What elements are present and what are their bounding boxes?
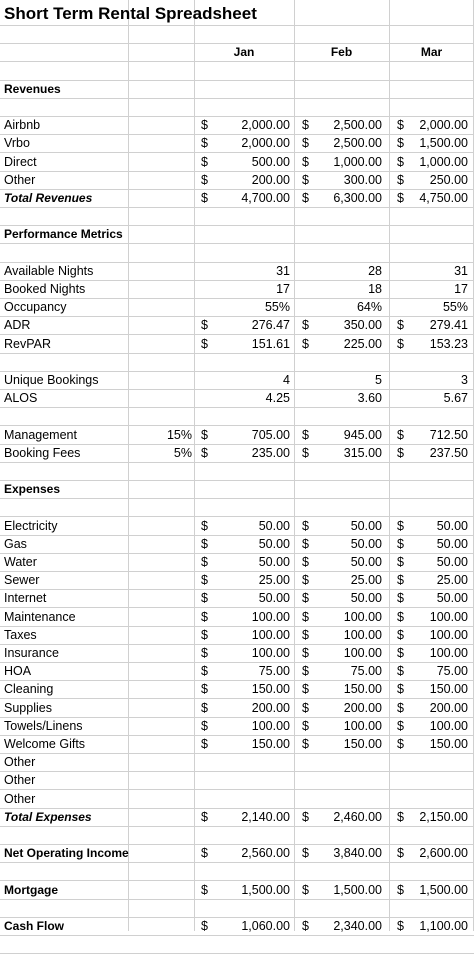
currency-symbol-feb: $ (302, 118, 309, 133)
value-cell-feb (314, 771, 382, 789)
table-row (0, 389, 474, 407)
currency-symbol-feb: $ (302, 609, 309, 624)
row-label: Mortgage (4, 882, 58, 897)
value-cell-feb: 3,840.00 (333, 846, 382, 861)
currency-symbol-jan (201, 280, 215, 298)
value-cell-mar: 279.41 (429, 318, 468, 333)
currency-symbol-mar: $ (397, 609, 404, 624)
fee-percent: 15% (166, 427, 192, 442)
row-label: Booking Fees (4, 445, 81, 460)
currency-symbol-mar: $ (397, 809, 404, 824)
fee-percent: 5% (173, 445, 192, 460)
currency-symbol-jan: $ (201, 591, 208, 606)
currency-symbol-feb: $ (302, 336, 309, 351)
table-row (0, 298, 474, 316)
value-cell-mar: 2,000.00 (419, 118, 468, 133)
value-cell-feb: 75.00 (350, 664, 382, 679)
currency-symbol-feb: $ (302, 882, 309, 897)
value-cell-jan: 200.00 (251, 700, 290, 715)
value-cell-jan: 1,500.00 (241, 882, 290, 897)
currency-symbol-feb: $ (302, 154, 309, 169)
currency-symbol-jan: $ (201, 718, 208, 733)
currency-symbol-jan: $ (201, 664, 208, 679)
value-cell-feb: 350.00 (343, 318, 382, 333)
currency-symbol-mar: $ (397, 518, 404, 533)
value-cell-jan: 150.00 (251, 737, 290, 751)
row-label: HOA (4, 664, 32, 679)
value-cell-mar: 4,750.00 (419, 191, 468, 205)
currency-symbol-feb: $ (302, 627, 309, 642)
currency-symbol-jan: $ (201, 118, 208, 133)
row-label: Vrbo (4, 136, 30, 151)
table-row (0, 444, 474, 462)
value-cell-feb: 100.00 (343, 609, 382, 624)
table-row (0, 771, 474, 789)
value-cell-mar: 5.67 (443, 391, 468, 406)
value-cell-feb: 3.60 (357, 391, 382, 406)
value-cell-feb: 6,300.00 (333, 191, 382, 205)
value-cell-mar: 250.00 (429, 172, 468, 187)
table-row (0, 371, 474, 389)
value-cell-feb: 50.00 (350, 536, 382, 551)
value-cell-mar: 200.00 (429, 700, 468, 715)
value-cell-feb: 315.00 (343, 445, 382, 460)
currency-symbol-feb: $ (302, 591, 309, 606)
currency-symbol-mar: $ (397, 191, 404, 205)
value-cell-feb: 25.00 (350, 573, 382, 588)
currency-symbol-mar: $ (397, 536, 404, 551)
value-cell-jan: 705.00 (251, 427, 290, 442)
row-label: Cleaning (4, 682, 54, 697)
currency-symbol-jan (201, 389, 215, 407)
currency-symbol-mar: $ (397, 627, 404, 642)
value-cell-mar: 153.23 (429, 336, 468, 351)
row-label: ALOS (4, 391, 38, 406)
row-label: Water (4, 555, 37, 569)
value-cell-mar: 1,500.00 (419, 136, 468, 151)
value-cell-jan: 25.00 (258, 573, 290, 588)
value-cell-mar (405, 753, 468, 771)
table-row (0, 262, 474, 280)
currency-symbol-feb: $ (302, 664, 309, 679)
row-label: Cash Flow (4, 919, 65, 933)
currency-symbol-jan: $ (201, 700, 208, 715)
currency-symbol-jan: $ (201, 318, 208, 333)
currency-symbol-jan: $ (201, 846, 208, 861)
table-row (0, 280, 474, 298)
currency-symbol-mar: $ (397, 919, 404, 933)
value-cell-jan: 100.00 (251, 646, 290, 660)
value-cell-feb: 225.00 (343, 336, 382, 351)
row-label: Gas (4, 536, 27, 551)
value-cell-jan (214, 790, 290, 808)
row-gridline (0, 61, 474, 62)
value-cell-jan: 2,560.00 (241, 846, 290, 861)
currency-symbol-jan: $ (201, 154, 208, 169)
value-cell-jan: 151.61 (251, 336, 290, 351)
currency-symbol-feb: $ (302, 700, 309, 715)
value-cell-jan: 2,000.00 (241, 136, 290, 151)
table-row (0, 644, 474, 662)
currency-symbol-mar: $ (397, 646, 404, 660)
currency-symbol-jan: $ (201, 737, 208, 751)
value-cell-feb: 100.00 (343, 718, 382, 733)
currency-symbol-jan: $ (201, 919, 208, 933)
currency-symbol-feb: $ (302, 427, 309, 442)
row-label: Available Nights (4, 263, 94, 278)
row-label: Towels/Linens (4, 718, 83, 733)
value-cell-mar (405, 771, 468, 789)
currency-symbol-mar: $ (397, 664, 404, 679)
value-cell-feb: 1,000.00 (333, 154, 382, 169)
value-cell-jan: 100.00 (251, 627, 290, 642)
currency-symbol-jan (201, 371, 215, 389)
row-label: Airbnb (4, 118, 41, 133)
table-row (0, 571, 474, 589)
currency-symbol-jan (201, 771, 215, 789)
value-cell-mar: 100.00 (429, 646, 468, 660)
currency-symbol-feb: $ (302, 191, 309, 205)
value-cell-mar: 1,000.00 (419, 154, 468, 169)
value-cell-jan: 150.00 (251, 682, 290, 697)
value-cell-feb: 50.00 (350, 555, 382, 569)
table-row (0, 735, 474, 753)
value-cell-mar: 50.00 (436, 518, 468, 533)
value-cell-mar: 712.50 (429, 427, 468, 442)
value-cell-feb: 100.00 (343, 627, 382, 642)
row-label: Other (4, 755, 36, 770)
currency-symbol-jan: $ (201, 809, 208, 824)
currency-symbol-jan: $ (201, 445, 208, 460)
currency-symbol-mar: $ (397, 136, 404, 151)
value-cell-mar: 1,100.00 (419, 919, 468, 933)
row-label: Occupancy (4, 300, 67, 315)
row-label: Other (4, 791, 36, 806)
table-row (0, 881, 474, 899)
value-cell-feb: 1,500.00 (333, 882, 382, 897)
value-cell-mar: 100.00 (429, 627, 468, 642)
table-row (0, 790, 474, 808)
value-cell-jan: 50.00 (258, 518, 290, 533)
currency-symbol-jan: $ (201, 682, 208, 697)
value-cell-jan: 2,000.00 (241, 118, 290, 133)
row-label: Net Operating Income (4, 846, 129, 861)
currency-symbol-jan: $ (201, 518, 208, 533)
currency-symbol-feb: $ (302, 555, 309, 569)
row-label: Internet (4, 591, 47, 606)
currency-symbol-jan (201, 753, 215, 771)
table-row (0, 608, 474, 626)
value-cell-mar: 75.00 (436, 664, 468, 679)
table-row (0, 116, 474, 134)
currency-symbol-jan: $ (201, 336, 208, 351)
currency-symbol-feb: $ (302, 136, 309, 151)
currency-symbol-jan: $ (201, 882, 208, 897)
currency-symbol-jan: $ (201, 627, 208, 642)
table-row (0, 662, 474, 680)
value-cell-jan: 200.00 (251, 172, 290, 187)
value-cell-mar: 150.00 (429, 682, 468, 697)
value-cell-jan: 50.00 (258, 591, 290, 606)
currency-symbol-mar: $ (397, 118, 404, 133)
currency-symbol-mar: $ (397, 846, 404, 861)
value-cell-feb: 50.00 (350, 591, 382, 606)
column-header-jan: Jan (233, 45, 255, 59)
row-label: Management (4, 427, 77, 442)
value-cell-feb: 5 (375, 373, 382, 387)
section-title: Revenues (4, 81, 61, 96)
value-cell-jan: 1,060.00 (241, 919, 290, 933)
currency-symbol-mar: $ (397, 427, 404, 442)
value-cell-jan: 2,140.00 (241, 809, 290, 824)
currency-symbol-mar: $ (397, 737, 404, 751)
value-cell-feb (314, 790, 382, 808)
section-header-row (0, 80, 474, 98)
currency-symbol-mar: $ (397, 555, 404, 569)
value-cell-jan: 55% (264, 300, 290, 315)
currency-symbol-mar: $ (397, 154, 404, 169)
currency-symbol-jan: $ (201, 555, 208, 569)
section-header-row (0, 480, 474, 498)
currency-symbol-feb: $ (302, 536, 309, 551)
value-cell-feb (314, 753, 382, 771)
row-label: Other (4, 773, 36, 788)
value-cell-mar: 25.00 (436, 573, 468, 588)
currency-symbol-feb: $ (302, 718, 309, 733)
table-row (0, 134, 474, 152)
table-row (0, 426, 474, 444)
currency-symbol-jan: $ (201, 573, 208, 588)
currency-symbol-jan: $ (201, 609, 208, 624)
value-cell-jan: 100.00 (251, 609, 290, 624)
value-cell-mar: 55% (442, 300, 468, 315)
value-cell-jan: 4.25 (265, 391, 290, 406)
currency-symbol-jan: $ (201, 427, 208, 442)
column-header-feb: Feb (330, 45, 353, 59)
value-cell-mar: 3 (461, 373, 468, 387)
value-cell-jan: 235.00 (251, 445, 290, 460)
currency-symbol-jan (201, 298, 215, 316)
row-label: Welcome Gifts (4, 737, 86, 751)
currency-symbol-feb: $ (302, 646, 309, 660)
value-cell-feb: 150.00 (343, 737, 382, 751)
section-title: Expenses (4, 482, 61, 497)
currency-symbol-mar: $ (397, 682, 404, 697)
value-cell-jan: 500.00 (251, 154, 290, 169)
value-cell-feb: 300.00 (343, 172, 382, 187)
row-label: Insurance (4, 646, 59, 660)
table-row (0, 717, 474, 735)
value-cell-feb: 18 (368, 282, 382, 296)
currency-symbol-jan: $ (201, 646, 208, 660)
value-cell-jan: 31 (276, 263, 290, 278)
currency-symbol-feb: $ (302, 737, 309, 751)
value-cell-feb: 2,500.00 (333, 136, 382, 151)
value-cell-mar: 31 (454, 263, 468, 278)
value-cell-mar: 237.50 (429, 445, 468, 460)
row-label: Sewer (4, 573, 40, 588)
currency-symbol-mar: $ (397, 318, 404, 333)
currency-symbol-mar: $ (397, 172, 404, 187)
value-cell-jan: 100.00 (251, 718, 290, 733)
value-cell-mar: 150.00 (429, 737, 468, 751)
value-cell-feb: 50.00 (350, 518, 382, 533)
value-cell-mar: 50.00 (436, 555, 468, 569)
currency-symbol-feb: $ (302, 919, 309, 933)
value-cell-feb: 2,460.00 (333, 809, 382, 824)
table-row (0, 753, 474, 771)
value-cell-mar: 2,600.00 (419, 846, 468, 861)
currency-symbol-feb: $ (302, 318, 309, 333)
value-cell-mar: 100.00 (429, 609, 468, 624)
row-label: Direct (4, 154, 37, 169)
currency-symbol-mar: $ (397, 573, 404, 588)
table-row (0, 171, 474, 189)
section-header-row (0, 225, 474, 243)
currency-symbol-jan: $ (201, 136, 208, 151)
value-cell-mar: 50.00 (436, 536, 468, 551)
currency-symbol-feb: $ (302, 809, 309, 824)
value-cell-jan: 4 (283, 373, 290, 387)
value-cell-feb: 2,340.00 (333, 919, 382, 933)
total-row (0, 189, 474, 207)
row-label: Other (4, 172, 36, 187)
value-cell-feb: 945.00 (343, 427, 382, 442)
value-cell-jan: 50.00 (258, 536, 290, 551)
currency-symbol-mar: $ (397, 445, 404, 460)
total-row (0, 808, 474, 826)
value-cell-jan (214, 771, 290, 789)
value-cell-jan: 17 (276, 282, 290, 296)
currency-symbol-mar: $ (397, 882, 404, 897)
value-cell-mar: 1,500.00 (419, 882, 468, 897)
currency-symbol-feb: $ (302, 172, 309, 187)
table-row (0, 335, 474, 353)
currency-symbol-feb: $ (302, 573, 309, 588)
value-cell-feb: 150.00 (343, 682, 382, 697)
row-label: Electricity (4, 518, 58, 533)
row-label: Total Revenues (4, 191, 93, 205)
table-row (0, 699, 474, 717)
value-cell-feb: 200.00 (343, 700, 382, 715)
row-label: Maintenance (4, 609, 76, 624)
value-cell-feb: 100.00 (343, 646, 382, 660)
value-cell-mar: 50.00 (436, 591, 468, 606)
value-cell-mar: 17 (454, 282, 468, 296)
table-row (0, 517, 474, 535)
value-cell-jan: 276.47 (251, 318, 290, 333)
currency-symbol-feb: $ (302, 846, 309, 861)
table-row (0, 680, 474, 698)
value-cell-jan (214, 753, 290, 771)
value-cell-feb: 28 (368, 263, 382, 278)
value-cell-mar: 100.00 (429, 718, 468, 733)
currency-symbol-feb: $ (302, 518, 309, 533)
table-row (0, 535, 474, 553)
currency-symbol-feb: $ (302, 682, 309, 697)
row-label: Supplies (4, 700, 52, 715)
sheet-title: Short Term Rental Spreadsheet (4, 4, 257, 23)
row-label: Booked Nights (4, 282, 86, 296)
value-cell-mar (405, 790, 468, 808)
currency-symbol-jan: $ (201, 536, 208, 551)
currency-symbol-jan (201, 262, 215, 280)
table-row (0, 589, 474, 607)
value-cell-jan: 50.00 (258, 555, 290, 569)
currency-symbol-mar: $ (397, 718, 404, 733)
value-cell-jan: 75.00 (258, 664, 290, 679)
table-row (0, 626, 474, 644)
value-cell-mar: 2,150.00 (419, 809, 468, 824)
currency-symbol-feb: $ (302, 445, 309, 460)
table-row (0, 844, 474, 862)
currency-symbol-jan (201, 790, 215, 808)
row-label: RevPAR (4, 336, 52, 351)
table-row (0, 553, 474, 571)
table-row (0, 316, 474, 334)
currency-symbol-mar: $ (397, 700, 404, 715)
table-row (0, 153, 474, 171)
value-cell-feb: 2,500.00 (333, 118, 382, 133)
currency-symbol-mar: $ (397, 336, 404, 351)
value-cell-feb: 64% (356, 300, 382, 315)
row-label: Total Expenses (4, 809, 92, 824)
currency-symbol-mar: $ (397, 591, 404, 606)
currency-symbol-jan: $ (201, 172, 208, 187)
column-header-mar: Mar (420, 45, 443, 59)
table-row (0, 917, 474, 935)
row-label: Taxes (4, 627, 37, 642)
currency-symbol-jan: $ (201, 191, 208, 205)
row-label: Unique Bookings (4, 373, 99, 387)
value-cell-jan: 4,700.00 (241, 191, 290, 205)
row-label: ADR (4, 318, 31, 333)
section-title: Performance Metrics (4, 227, 123, 242)
